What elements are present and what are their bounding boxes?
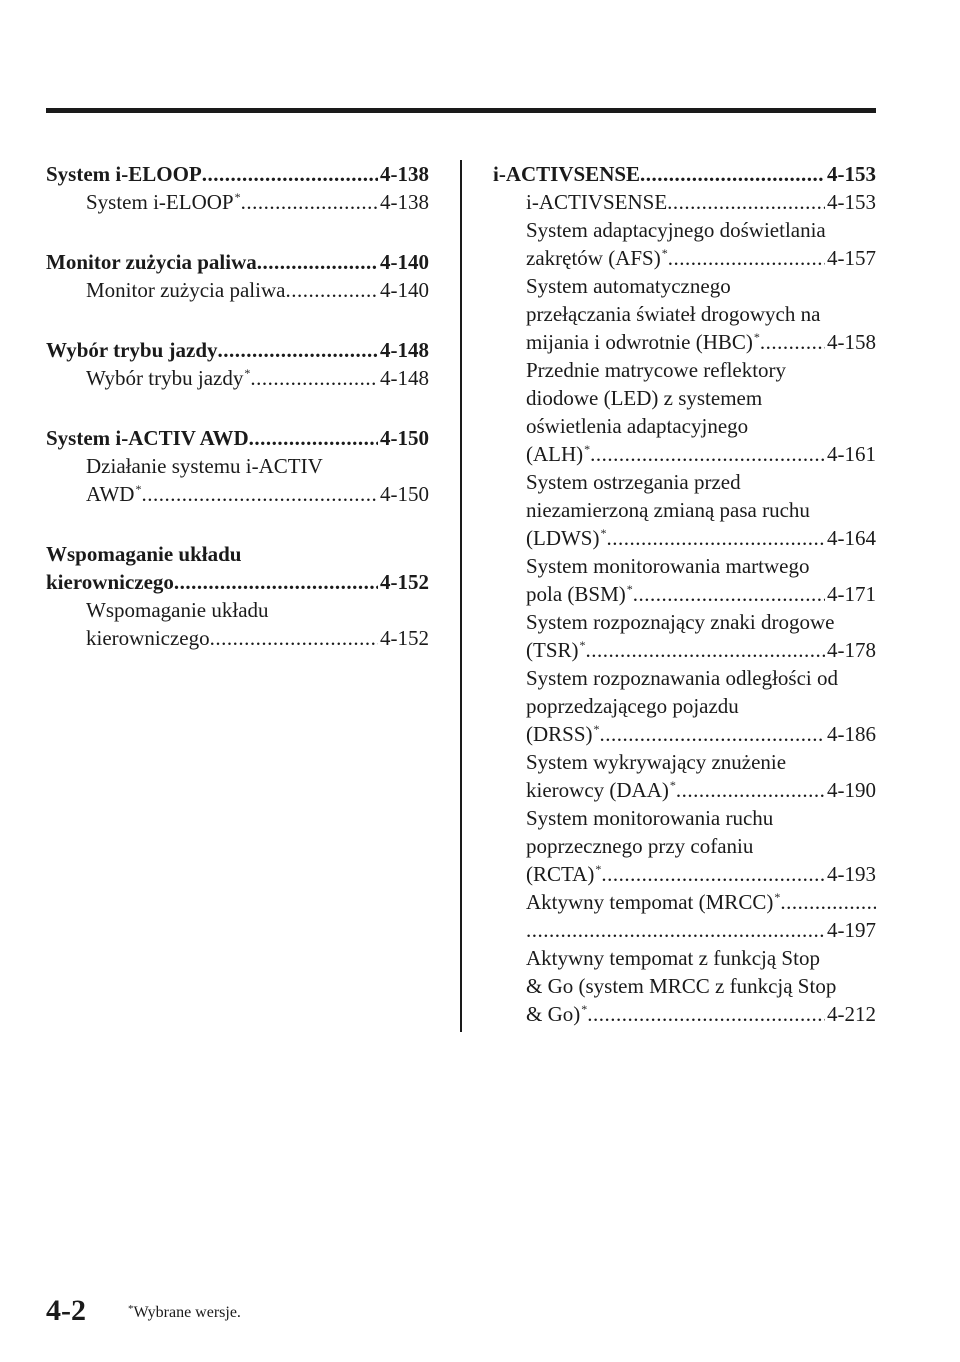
toc-entry[interactable] [493, 804, 876, 832]
toc-entry[interactable] [493, 356, 876, 384]
entry-title: (ALH) [526, 442, 584, 466]
toc-group [46, 540, 429, 652]
toc-entry[interactable] [46, 596, 429, 624]
entry-title: System wykrywający znużenie [526, 750, 787, 774]
toc-entry[interactable] [493, 384, 876, 412]
entry-title: Wybór trybu jazdy [86, 366, 244, 390]
entry-title: oświetlenia adaptacyjnego [526, 414, 749, 438]
toc-entry[interactable] [493, 440, 876, 468]
asterisk-mark: * [626, 582, 633, 596]
footer-note-text: Wybrane wersje. [133, 1304, 241, 1321]
toc-entry[interactable] [493, 636, 876, 664]
entry-title: System rozpoznający znaki drogowe [526, 610, 835, 634]
toc-heading[interactable] [46, 540, 429, 568]
toc-entry[interactable] [46, 624, 429, 652]
page-ref: 4-193 [827, 862, 876, 886]
dot-leader [780, 888, 876, 916]
page-ref: 4-197 [827, 918, 876, 942]
entry-title: AWD [86, 482, 135, 506]
toc-entry[interactable] [493, 468, 876, 496]
footer-star: * [128, 1303, 134, 1315]
entry-title: przełączania świateł drogowych na [526, 302, 821, 326]
toc-entry[interactable] [46, 364, 429, 392]
page-ref: 4-158 [827, 330, 876, 354]
toc-entry[interactable] [493, 524, 876, 552]
page-ref: 4-164 [827, 526, 876, 550]
toc-entry[interactable] [493, 608, 876, 636]
toc-entry[interactable] [493, 860, 876, 888]
page-ref: 4-140 [380, 278, 429, 302]
dot-leader [202, 160, 378, 188]
asterisk-mark: * [584, 442, 591, 456]
toc-heading[interactable] [46, 424, 429, 452]
toc-group [46, 160, 429, 216]
entry-title: (DRSS) [526, 722, 593, 746]
entry-title: System i-ELOOP [46, 162, 202, 186]
entry-title: System monitorowania martwego [526, 554, 810, 578]
entry-title: zakrętów (AFS) [526, 246, 661, 270]
asterisk-mark: * [593, 722, 600, 736]
entry-title: System rozpoznawania odległości od [526, 666, 839, 690]
toc-entry[interactable] [46, 452, 429, 480]
page-ref: 4-152 [380, 570, 429, 594]
page-ref: 4-140 [380, 250, 429, 274]
toc-group [46, 424, 429, 508]
toc-heading[interactable] [493, 160, 876, 188]
right-column [493, 160, 876, 1028]
entry-title: (LDWS) [526, 526, 600, 550]
toc-entry[interactable] [493, 328, 876, 356]
dot-leader [668, 244, 825, 272]
page-ref: 4-212 [827, 1002, 876, 1026]
entry-title: Przednie matrycowe reflektory [526, 358, 787, 382]
toc-entry[interactable] [493, 300, 876, 328]
toc-entry[interactable] [493, 244, 876, 272]
toc-entry[interactable] [493, 552, 876, 580]
dot-leader [586, 636, 826, 664]
asterisk-mark: * [661, 246, 668, 260]
toc-entry[interactable] [46, 188, 429, 216]
entry-title: Działanie systemu i-ACTIV [86, 454, 323, 478]
toc-entry[interactable] [493, 1000, 876, 1028]
page-ref: 4-153 [827, 162, 876, 186]
dot-leader [285, 276, 378, 304]
entry-title: poprzedzającego pojazdu [526, 694, 739, 718]
dot-leader [676, 776, 825, 804]
dot-leader [526, 916, 825, 944]
toc-entry[interactable] [493, 216, 876, 244]
toc-entry[interactable] [493, 832, 876, 860]
page-ref: 4-153 [827, 190, 876, 214]
toc-entry[interactable] [493, 776, 876, 804]
entry-title: poprzecznego przy cofaniu [526, 834, 754, 858]
asterisk-mark: * [600, 526, 607, 540]
entry-title: Wspomaganie układu [86, 598, 269, 622]
toc-heading[interactable] [46, 248, 429, 276]
page-ref: 4-186 [827, 722, 876, 746]
entry-title: System monitorowania ruchu [526, 806, 774, 830]
dot-leader [249, 424, 378, 452]
page-ref: 4-152 [380, 626, 429, 650]
dot-leader [174, 568, 378, 596]
entry-title: System automatycznego [526, 274, 731, 298]
asterisk-mark: * [135, 482, 142, 496]
page-ref: 4-178 [827, 638, 876, 662]
dot-leader [667, 188, 825, 216]
dot-leader [760, 328, 825, 356]
entry-title: mijania i odwrotnie (HBC) [526, 330, 753, 354]
entry-title: System adaptacyjnego doświetlania [526, 218, 826, 242]
toc-entry[interactable] [493, 412, 876, 440]
entry-title: Wspomaganie układu [46, 542, 242, 566]
page-ref: 4-157 [827, 246, 876, 270]
asterisk-mark: * [595, 862, 602, 876]
entry-title: Aktywny tempomat z funkcją Stop [526, 946, 820, 970]
entry-title: kierowniczego [86, 626, 210, 650]
entry-title: niezamierzoną zmianą pasa ruchu [526, 498, 810, 522]
entry-title: i-ACTIVSENSE [493, 162, 641, 186]
asterisk-mark: * [774, 890, 781, 904]
page-ref: 4-138 [380, 162, 429, 186]
toc-heading[interactable] [46, 336, 429, 364]
dot-leader [640, 160, 825, 188]
dot-leader [141, 480, 378, 508]
toc-entry[interactable] [493, 944, 876, 972]
dot-leader [600, 720, 825, 748]
page-ref: 4-190 [827, 778, 876, 802]
dot-leader [601, 860, 825, 888]
entry-title: & Go (system MRCC z funkcją Stop [526, 974, 837, 998]
left-column [46, 160, 429, 684]
page-ref: 4-171 [827, 582, 876, 606]
page-ref: 4-161 [827, 442, 876, 466]
column-divider [460, 160, 462, 1032]
page-number: 4-2 [46, 1294, 86, 1327]
page-ref: 4-148 [380, 366, 429, 390]
entry-title: System ostrzegania przed [526, 470, 741, 494]
toc-group [46, 248, 429, 304]
toc-entry[interactable] [493, 748, 876, 776]
toc-entry[interactable] [493, 580, 876, 608]
dot-leader [250, 364, 378, 392]
entry-title: (RCTA) [526, 862, 595, 886]
toc-entry[interactable] [493, 272, 876, 300]
entry-title: System i-ACTIV AWD [46, 426, 249, 450]
asterisk-mark: * [669, 778, 676, 792]
toc-entry[interactable] [46, 480, 429, 508]
entry-title: diodowe (LED) z systemem [526, 386, 763, 410]
page-ref: 4-148 [380, 338, 429, 362]
asterisk-mark: * [244, 366, 251, 380]
top-rule [46, 108, 876, 113]
footer-note [128, 1304, 241, 1322]
toc-entry[interactable] [493, 692, 876, 720]
toc-entry[interactable] [493, 496, 876, 524]
page-ref: 4-150 [380, 482, 429, 506]
toc-entry[interactable] [493, 664, 876, 692]
entry-title: Monitor zużycia paliwa [86, 278, 286, 302]
entry-title: (TSR) [526, 638, 579, 662]
toc-entry[interactable] [493, 720, 876, 748]
entry-title: pola (BSM) [526, 582, 626, 606]
entry-title: & Go) [526, 1002, 581, 1026]
asterisk-mark: * [581, 1002, 588, 1016]
dot-leader [257, 248, 378, 276]
entry-title: Wybór trybu jazdy [46, 338, 218, 362]
asterisk-mark: * [579, 638, 586, 652]
toc-entry[interactable] [493, 972, 876, 1000]
toc-entry[interactable] [493, 188, 876, 216]
toc-entry[interactable] [493, 916, 876, 944]
page-ref: 4-150 [380, 426, 429, 450]
dot-leader [590, 440, 825, 468]
entry-title: Monitor zużycia paliwa [46, 250, 257, 274]
entry-title: i-ACTIVSENSE [526, 190, 668, 214]
toc-entry[interactable] [46, 276, 429, 304]
asterisk-mark: * [234, 190, 241, 204]
toc-group [46, 336, 429, 392]
entry-title: kierowniczego [46, 570, 174, 594]
page-ref: 4-138 [380, 190, 429, 214]
toc-entry[interactable] [493, 888, 876, 916]
asterisk-mark: * [753, 330, 760, 344]
dot-leader [606, 524, 825, 552]
dot-leader [241, 188, 378, 216]
toc-heading[interactable] [46, 568, 429, 596]
entry-title: Aktywny tempomat (MRCC) [526, 890, 774, 914]
entry-title: kierowcy (DAA) [526, 778, 669, 802]
dot-leader [210, 624, 378, 652]
dot-leader [633, 580, 825, 608]
dot-leader [587, 1000, 825, 1028]
dot-leader [218, 336, 378, 364]
entry-title: System i-ELOOP [86, 190, 234, 214]
